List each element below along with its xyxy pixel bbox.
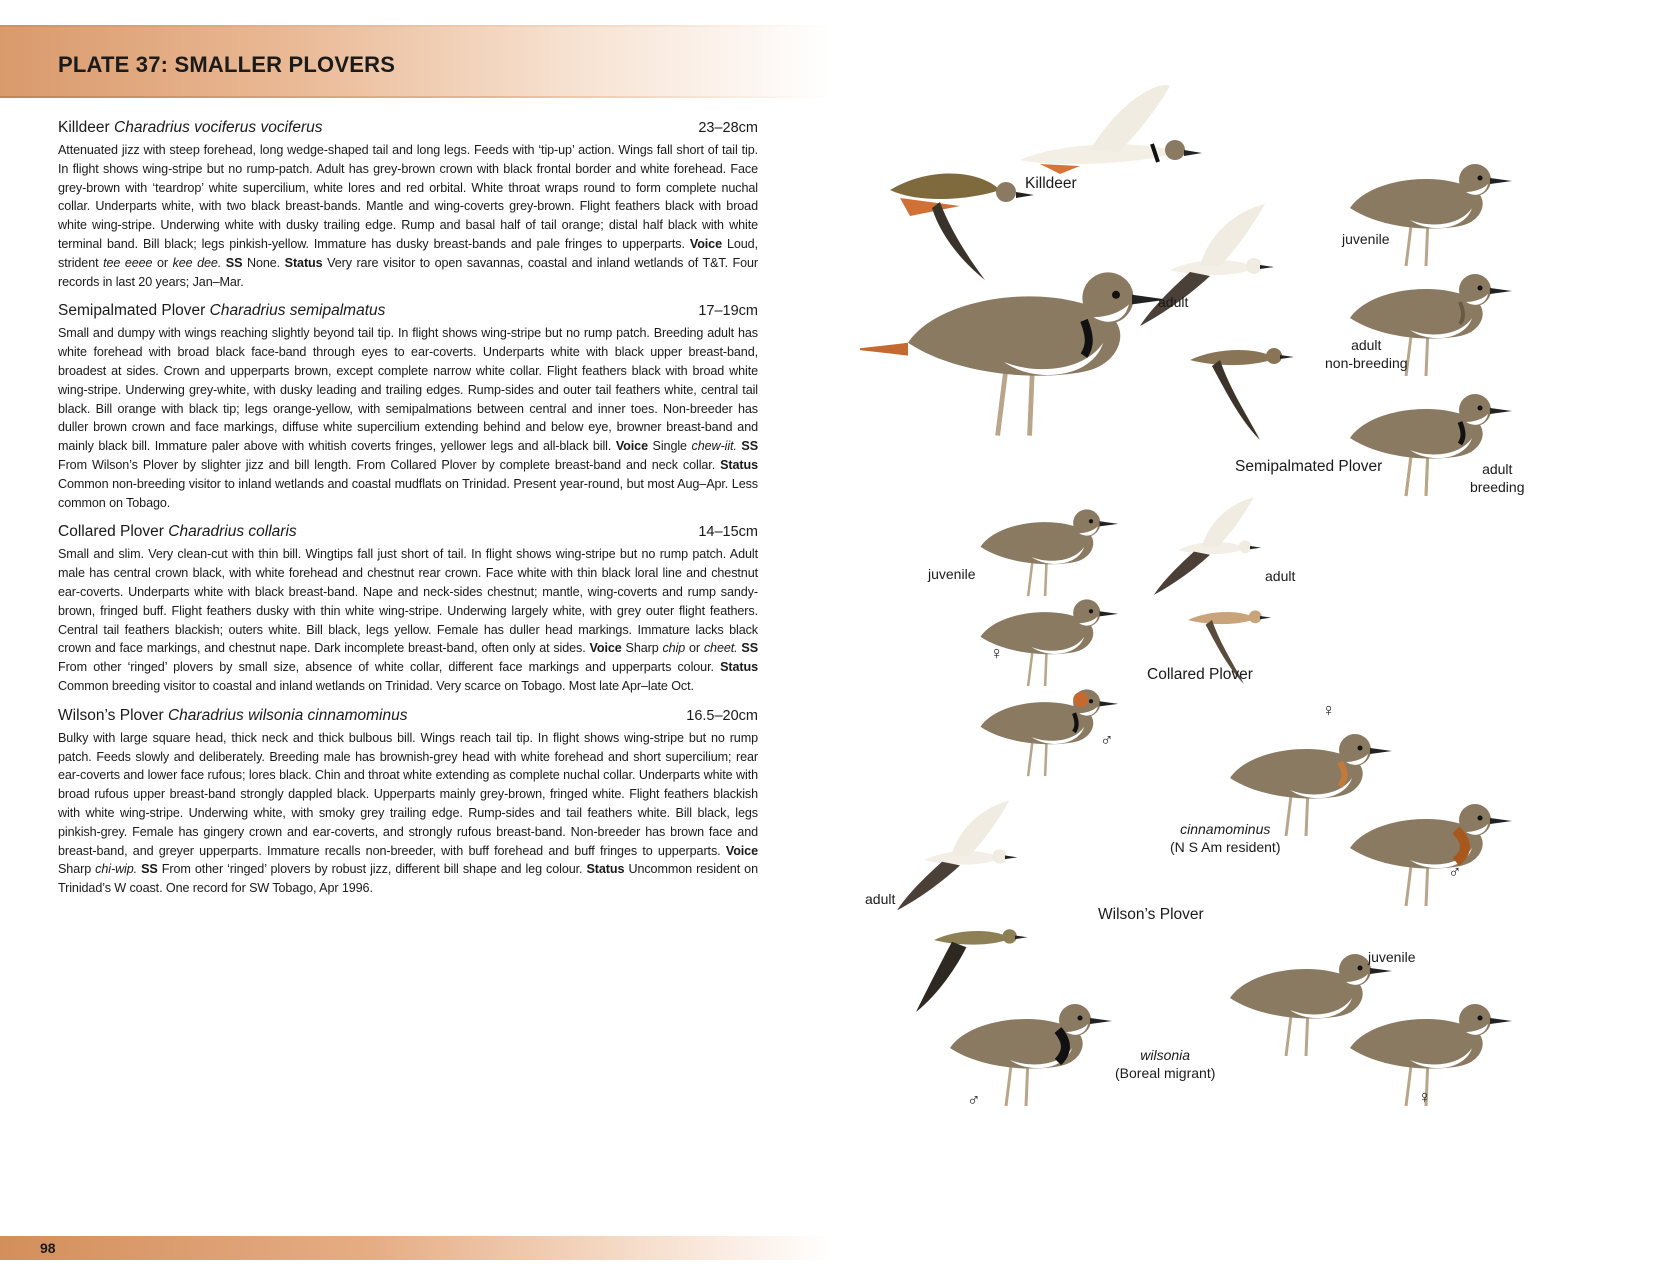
species-name bbox=[58, 707, 407, 725]
label-line: breeding bbox=[1470, 479, 1525, 495]
status-label: Status bbox=[720, 660, 758, 675]
collared-adult-label: adult bbox=[1265, 568, 1296, 584]
semipalmated-plover-label: Semipalmated Plover bbox=[1235, 458, 1383, 475]
voice-text: Sharp bbox=[625, 641, 659, 656]
common-name: Collared Plover bbox=[58, 523, 164, 541]
voice-label: Voice bbox=[615, 439, 648, 454]
semipalmated-adult-label: adult bbox=[1158, 294, 1189, 310]
killdeer-flight-upper-illustration bbox=[890, 173, 1034, 280]
species-description bbox=[58, 141, 758, 291]
wilsons-plover-label: Wilson’s Plover bbox=[1098, 906, 1204, 923]
species-name bbox=[58, 119, 323, 137]
collared-juvenile-illustration bbox=[981, 509, 1119, 596]
voice-label: Voice bbox=[689, 236, 722, 251]
voice-call-alt: cheet. bbox=[703, 641, 738, 656]
semipalmated-nonbreeding-label bbox=[1325, 336, 1408, 372]
common-name: Killdeer bbox=[58, 119, 110, 136]
ss-label: SS bbox=[741, 439, 758, 454]
subspecies-note: (Boreal migrant) bbox=[1115, 1065, 1216, 1081]
voice-call-alt: kee dee. bbox=[172, 255, 222, 270]
killdeer-standing-illustration bbox=[860, 272, 1167, 435]
female-symbol: ♀ bbox=[1418, 1087, 1432, 1107]
female-symbol: ♀ bbox=[1322, 700, 1336, 720]
species-name bbox=[58, 523, 297, 541]
entry-heading bbox=[58, 119, 758, 137]
voice-call: chi-wip. bbox=[95, 862, 138, 877]
voice-label: Voice bbox=[589, 641, 622, 656]
cinnamominus-label bbox=[1170, 820, 1280, 856]
wilsons-flight-lower-illustration bbox=[916, 929, 1028, 1012]
description-text: Small and slim. Very clean-cut with thin bill. Wingtips fall just short of tail. In flight shows wing-stripe but no rump patch. Adult male has central crown black, with white forehead and chestnut rear crown. Face white with thin black loral line and chestnut ear-coverts. Underparts white with black breast-band. Nape and neck-sides chestnut; mantle, wing-coverts and rump sandy-brown, fringed buff. Flight feathers dusky with thin white wing-stripe. Underwing largely white, with grey outer flight feathers. Central tail feathers blackish; outers white. Bill black, legs yellow. Female has duller head markings. Immature lacks black crown and face markings, and chestnut nape. Dark incomplete breast-band, often only at sides. bbox=[58, 547, 758, 656]
page-number: 98 bbox=[40, 1240, 56, 1256]
wilsons-adult-label: adult bbox=[865, 891, 896, 907]
collared-plover-label: Collared Plover bbox=[1147, 666, 1253, 683]
semipalmated-juvenile-illustration bbox=[1350, 164, 1512, 266]
voice-text: Loud, strident bbox=[58, 236, 758, 270]
status-label: Status bbox=[720, 457, 758, 472]
voice-label: Voice bbox=[725, 843, 758, 858]
collared-juvenile-label: juvenile bbox=[928, 566, 976, 582]
ss-label: SS bbox=[741, 641, 759, 656]
status-text: Very rare visitor to open savannas, coastal and inland wetlands of T&T. Four records in last 20 years; Jan–Mar. bbox=[58, 255, 759, 289]
ss-label: SS bbox=[141, 862, 158, 877]
scientific-name: Charadrius collaris bbox=[168, 523, 297, 541]
size-range: 14–15cm bbox=[698, 524, 758, 541]
voice-call: chip bbox=[662, 641, 686, 656]
ss-text: From Wilson’s Plover by slighter jizz and bill length. From Collared Plover by complete breast-band and neck collar. bbox=[58, 457, 716, 472]
species-entry-collared-plover bbox=[58, 523, 758, 695]
killdeer-flight-illustration bbox=[1020, 85, 1202, 174]
subspecies-name: cinnamominus bbox=[1180, 821, 1271, 837]
status-text: Common breeding visitor to coastal and inland wetlands on Trinidad. Very scarce on Tobago. Most late Apr–late Oct. bbox=[58, 678, 694, 693]
wilsonia-label bbox=[1115, 1046, 1215, 1082]
species-text-column bbox=[58, 119, 758, 909]
wilsons-flight-illustration bbox=[897, 801, 1018, 911]
species-entry-wilsons-plover bbox=[58, 707, 758, 898]
ss-text: From other ‘ringed’ plovers by robust jizz, different bill shape and leg colour. bbox=[161, 862, 583, 877]
killdeer-label: Killdeer bbox=[1025, 175, 1077, 192]
entry-heading bbox=[58, 707, 758, 725]
semipalmated-breeding-label bbox=[1470, 460, 1525, 496]
label-line: adult bbox=[1351, 337, 1382, 353]
wilsons-cinnamominus-male-illustration bbox=[1350, 804, 1512, 906]
status-text: Common non-breeding visitor to inland wetlands and coastal mudflats on Trinidad. Present year-round, but most Aug–Apr. Less common on Tobago. bbox=[58, 476, 758, 510]
size-range: 16.5–20cm bbox=[686, 707, 758, 724]
size-range: 23–28cm bbox=[698, 120, 758, 136]
voice-call: tee eeee bbox=[103, 255, 153, 270]
male-symbol: ♂ bbox=[1448, 862, 1462, 882]
label-line: adult bbox=[1482, 461, 1513, 477]
ss-label: SS bbox=[225, 255, 243, 270]
species-description bbox=[58, 324, 758, 512]
common-name: Semipalmated Plover bbox=[58, 302, 206, 320]
species-description bbox=[58, 545, 758, 695]
collared-male-illustration bbox=[981, 689, 1119, 776]
voice-text: Sharp bbox=[58, 862, 92, 877]
scientific-name: Charadrius vociferus vociferus bbox=[114, 119, 323, 136]
species-description bbox=[58, 729, 758, 898]
collared-flight-illustration bbox=[1154, 497, 1261, 595]
species-entry-semipalmated-plover bbox=[58, 302, 758, 512]
female-symbol: ♀ bbox=[990, 643, 1004, 663]
subspecies-note: (N S Am resident) bbox=[1170, 839, 1281, 855]
species-entry-killdeer bbox=[58, 119, 758, 291]
voice-call: chew-iit. bbox=[691, 439, 737, 454]
illustration-plate bbox=[860, 40, 1640, 1240]
description-text: Attenuated jizz with steep forehead, long wedge-shaped tail and long legs. Feeds with ‘tip-up’ action. Wings fall short of tail tip. In flight shows wing-stripe but no rump-patch. Adult has grey-brown crown with black frontal border and white forehead. Face grey-brown with ‘teardrop’ white supercilium, white lores and red orbital. White throat wraps round to form complete nuchal collar. Underparts white, with two black breast-bands. Mantle and wing-coverts grey-brown. Flight feathers black with broad white wing-stripe. Underwing white with dusky trailing edge. Rump and basal half of tail orange; distal half black with white terminal band. Bill black; legs pinkish-yellow. Immature has dusky breast-bands and pale fringes to upperparts. bbox=[58, 143, 758, 251]
wilsons-juvenile-label: juvenile bbox=[1368, 949, 1416, 965]
semipalmated-juvenile-label: juvenile bbox=[1342, 231, 1390, 247]
ss-text: From other ‘ringed’ plovers by small size, absence of white collar, different face markings and upperparts colour. bbox=[58, 660, 714, 675]
male-symbol: ♂ bbox=[967, 1090, 981, 1110]
entry-heading bbox=[58, 523, 758, 541]
voice-text-mid: or bbox=[689, 641, 701, 656]
description-text: Small and dumpy with wings reaching slightly beyond tail tip. In flight shows wing-stripe but no rump patch. Breeding adult has white forehead with broad black face-band through eyes to ear-coverts. Underparts white with black upper breast-band, broadest at sides. Crown and upperparts brown, except complete narrow white collar. Flight feathers black with broad white wing-stripe. Underwing grey-white, with dusky leading and trailing edges. Rump-sides and outer tail feathers white, central tail black. Bill orange with black tip; legs orange-yellow, with semipalmations between central and inner toes. Non-breeder has duller brown crown and face markings, diffuse white supercilium extending behind and below eye, browner breast-band and mainly black bill. Immature paler above with whitish coverts fringes, yellower legs and all-black bill. bbox=[58, 326, 758, 454]
label-line: non-breeding bbox=[1325, 355, 1408, 371]
header-bottom-rule bbox=[0, 96, 830, 98]
voice-text: Single bbox=[652, 439, 687, 454]
common-name: Wilson’s Plover bbox=[58, 706, 164, 724]
description-text: Bulky with large square head, thick neck and thick bulbous bill. Wings reach tail tip. In flight shows wing-stripe but no rump patch. Feeds slowly and deliberately. Breeding male has brownish-grey head with white forehead and short supercilium; rear ear-coverts and lower face rufous; lores black. Chin and throat white extending as complete nuchal collar. Underparts white with broad rufous upper breast-band strongly dappled black. Upperparts mainly grey-brown, fringed white. Flight feathers blackish with white wing-stripe. Underwing white, with smoky grey trailing edge. Rump-sides and tail feathers white. Bill black, legs pinkish-grey. Female has gingery crown and ear-coverts, and strongly rufous breast-band. Non-breeder has brown face and breast-band, and greyer upperparts. Immature recalls non-breeder, with buff forehead and buff fringes to upperparts. bbox=[58, 730, 758, 858]
plate-illustrations bbox=[860, 40, 1640, 1240]
scientific-name: Charadrius semipalmatus bbox=[209, 302, 386, 320]
male-symbol: ♂ bbox=[1100, 730, 1114, 750]
subspecies-name: wilsonia bbox=[1140, 1047, 1191, 1063]
semipalmated-flight-lower-illustration bbox=[1190, 348, 1294, 440]
status-label: Status bbox=[586, 862, 625, 877]
scientific-name: Charadrius wilsonia cinnamominus bbox=[167, 706, 408, 724]
footer-band bbox=[0, 1236, 830, 1260]
species-name bbox=[58, 302, 385, 320]
status-text: Uncommon resident on Trinidad’s W coast. One record for SW Tobago, Apr 1996. bbox=[58, 862, 758, 896]
size-range: 17–19cm bbox=[698, 303, 758, 320]
plate-title: PLATE 37: SMALLER PLOVERS bbox=[58, 52, 396, 77]
status-label: Status bbox=[284, 255, 323, 270]
voice-text-mid: or bbox=[157, 255, 168, 270]
ss-text: None. bbox=[246, 255, 281, 270]
entry-heading bbox=[58, 302, 758, 320]
